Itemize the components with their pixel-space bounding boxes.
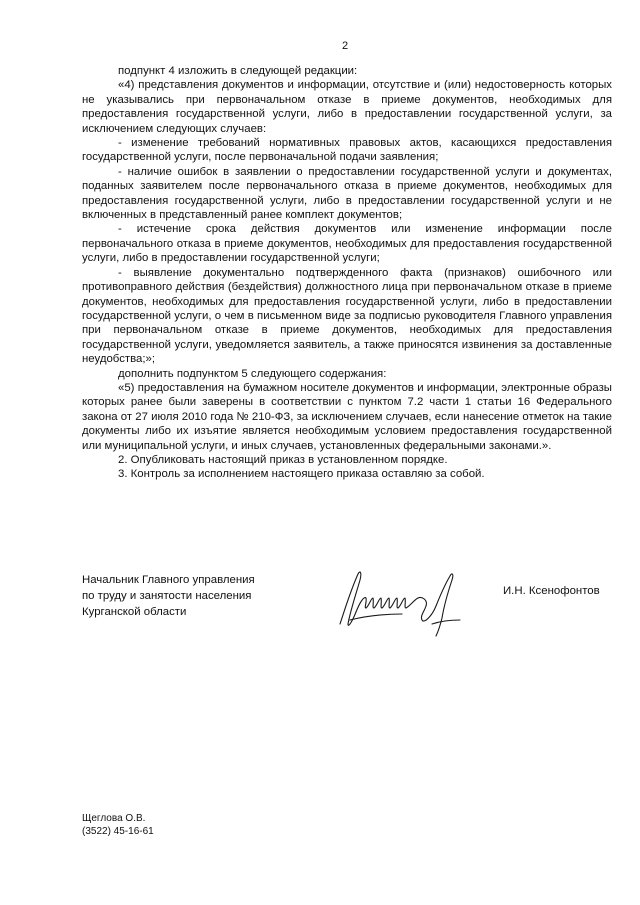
signer-name: И.Н. Ксенофонтов bbox=[503, 585, 600, 597]
paragraph-case-2: - наличие ошибок в заявлении о предоставлении государственной услуги и документах, поданных заявителем после первоначального отказа в приеме документов, необходимых для предоставления государственной услуги, либо в предоставлении государственной услуги и не включенных в представленный ранее комплект документов; bbox=[82, 165, 612, 222]
page-number: 2 bbox=[341, 40, 349, 52]
paragraph-clause-2: 2. Опубликовать настоящий приказ в установленном порядке. bbox=[118, 453, 448, 466]
executor-phone: (3522) 45-16-61 bbox=[82, 826, 154, 837]
executor-name: Щеглова О.В. bbox=[82, 813, 146, 824]
document-body bbox=[82, 64, 612, 482]
paragraph-case-1: - изменение требований нормативных правовых актов, касающихся предоставления государственной услуги, после первоначальной подачи заявления; bbox=[82, 137, 612, 164]
handwritten-signature bbox=[336, 562, 466, 640]
paragraph-item-4: «4) представления документов и информации, отсутствие и (или) недостоверность которых не указывались при первоначальном отказе в приеме документов, необходимых для предоставления государственной услуги, либо в предоставлении государственной услуги, за исключением следующих случаев: bbox=[82, 79, 612, 135]
paragraph-add-item-5: дополнить подпунктом 5 следующего содержания: bbox=[118, 367, 387, 380]
paragraph-intro: подпункт 4 изложить в следующей редакции: bbox=[118, 65, 358, 77]
signer-position-line: по труду и занятости населения bbox=[82, 590, 252, 602]
executor-info bbox=[82, 812, 154, 838]
paragraph-case-4: - выявление документально подтвержденного факта (признаков) ошибочного или противоправного действия (бездействия) должностного лица при первоначальном отказе в приеме документов, необходимых для предоставления государственной услуги, либо в предоставлении государственной услуги, о чем в письменном виде за подписью руководителя Главного управления при первоначальном отказе в приеме документов, необходимых для предоставления государственной услуги, уведомляется заявитель, а также приносятся извинения за доставленные неудобства;»; bbox=[82, 266, 612, 366]
paragraph-case-3: - истечение срока действия документов или изменение информации после первоначального отказа в приеме документов, необходимых для предоставления государственной услуги, либо в предоставлении государственной услуги; bbox=[82, 223, 612, 265]
paragraph-clause-3: 3. Контроль за исполнением настоящего приказа оставляю за собой. bbox=[118, 468, 485, 481]
signer-position-line: Курганской области bbox=[82, 606, 187, 618]
signer-position-line: Начальник Главного управления bbox=[82, 574, 255, 586]
paragraph-item-5: «5) предоставления на бумажном носителе документов и информации, электронные образы которых ранее были заверены в соответствии с пунктом 7.2 части 1 статьи 16 Федерального закона от 27 июля 2010 года № 210-ФЗ, за исключением случаев, если нанесение отметок на такие документы либо их изъятие является необходимым условием предоставления государственной или муниципальной услуги, и иных случаев, установленных федеральными законами.». bbox=[82, 381, 612, 452]
signer-position bbox=[82, 572, 255, 620]
